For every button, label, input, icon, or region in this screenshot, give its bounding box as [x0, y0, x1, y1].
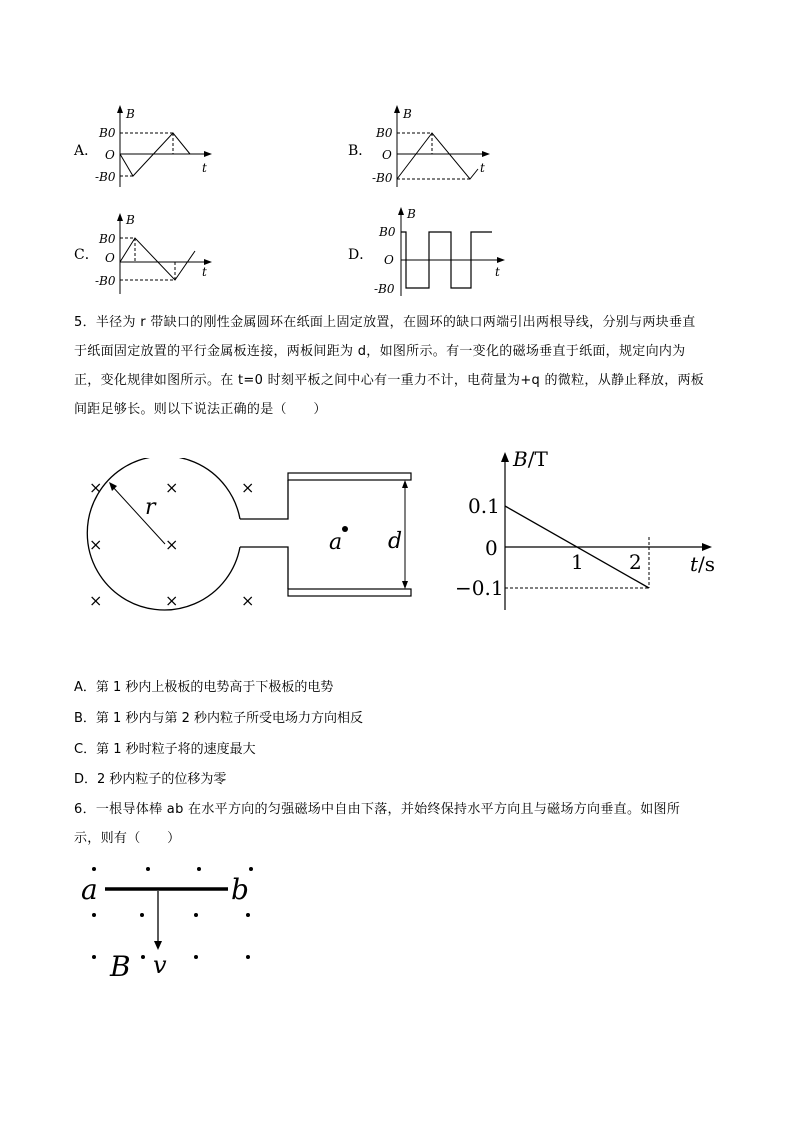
q5-choice-a[interactable]: A．第 1 秒内上极板的电势高于下极板的电势	[74, 680, 334, 695]
d-label: d	[388, 529, 403, 554]
axis-t-label: t	[202, 265, 207, 279]
particle-dot	[342, 526, 348, 532]
q5-b-t-chart	[450, 445, 730, 615]
field-cross: ×	[89, 591, 103, 610]
neg-b0-label: -B0	[374, 282, 395, 296]
y-tick-label: −0.1	[455, 576, 504, 600]
neg-b0-label: -B0	[95, 170, 116, 184]
rod-end-a-label: a	[81, 873, 98, 906]
y-tick-label: 0.1	[468, 494, 500, 518]
option-a-graph	[95, 102, 225, 192]
q5-choice-b[interactable]: B．第 1 秒内与第 2 秒内粒子所受电场力方向相反	[74, 711, 363, 726]
q6-line-1: 6．一根导体棒 ab 在水平方向的匀强磁场中自由下落，并始终保持水平方向且与磁场方向垂直。如图所	[74, 802, 681, 817]
x-axis-label: t/s	[690, 552, 716, 576]
b0-label: B0	[99, 232, 116, 246]
field-b-label: B	[110, 950, 131, 983]
axis-b-label: B	[126, 213, 135, 227]
axis-t-label: t	[202, 161, 207, 175]
x-tick-label: 1	[571, 550, 584, 574]
axis-t-label: t	[480, 161, 485, 175]
y-tick-label: 0	[485, 536, 498, 560]
axis-b-label: B	[126, 107, 135, 121]
q6-line-2: 示，则有（ ）	[74, 831, 181, 846]
q6-rod-figure	[78, 858, 268, 983]
a-label: a	[329, 530, 343, 555]
b0-label: B0	[376, 126, 393, 140]
q5-line-4: 间距足够长。则以下说法正确的是（ ）	[74, 402, 327, 417]
field-cross: ×	[165, 478, 179, 497]
q5-line-1: 5．半径为 r 带缺口的刚性金属圆环在纸面上固定放置，在圆环的缺口两端引出两根导线，分别与两块垂直	[74, 315, 696, 330]
q5-choice-c[interactable]: C．第 1 秒时粒子将的速度最大	[74, 742, 256, 757]
field-cross: ×	[89, 535, 103, 554]
option-c-label[interactable]: C．	[74, 247, 99, 263]
q5-ring-figure	[78, 458, 423, 628]
neg-b0-label: -B0	[372, 171, 393, 185]
origin-label: O	[105, 251, 115, 265]
origin-label: O	[105, 148, 115, 162]
velocity-v-label: v	[153, 951, 167, 979]
axis-b-label: B	[407, 207, 416, 221]
y-axis-arrow	[501, 452, 509, 462]
option-c-graph	[95, 210, 225, 298]
axis-t-label: t	[495, 265, 500, 279]
field-cross: ×	[89, 478, 103, 497]
y-axis-label: B/T	[513, 447, 548, 471]
option-b-label[interactable]: B．	[348, 143, 373, 159]
origin-label: O	[382, 148, 392, 162]
q5-choice-d[interactable]: D．2 秒内粒子的位移为零	[74, 772, 227, 787]
neg-b0-label: -B0	[95, 274, 116, 288]
field-cross: ×	[241, 591, 255, 610]
origin-label: O	[384, 253, 394, 267]
field-cross: ×	[165, 591, 179, 610]
rod-end-b-label: b	[231, 873, 249, 906]
option-b-graph	[370, 102, 500, 192]
option-d-graph	[370, 202, 510, 298]
q5-line-2: 于纸面固定放置的平行金属板连接，两板间距为 d，如图所示。有一变化的磁场垂直于纸面，规定向内为	[74, 344, 686, 359]
b0-label: B0	[379, 225, 396, 239]
field-cross: ×	[165, 535, 179, 554]
b0-label: B0	[99, 126, 116, 140]
x-tick-label: 2	[629, 550, 642, 574]
axis-b-label: B	[403, 107, 412, 121]
field-cross: ×	[241, 478, 255, 497]
q5-line-3: 正，变化规律如图所示。在 t=0 时刻平板之间中心有一重力不计，电荷量为+q 的微粒，从静止释放，两板	[74, 373, 705, 388]
option-a-label[interactable]: A．	[74, 143, 99, 159]
option-d-label[interactable]: D．	[348, 247, 374, 263]
r-label: r	[145, 495, 156, 520]
x-axis-arrow	[702, 543, 712, 551]
